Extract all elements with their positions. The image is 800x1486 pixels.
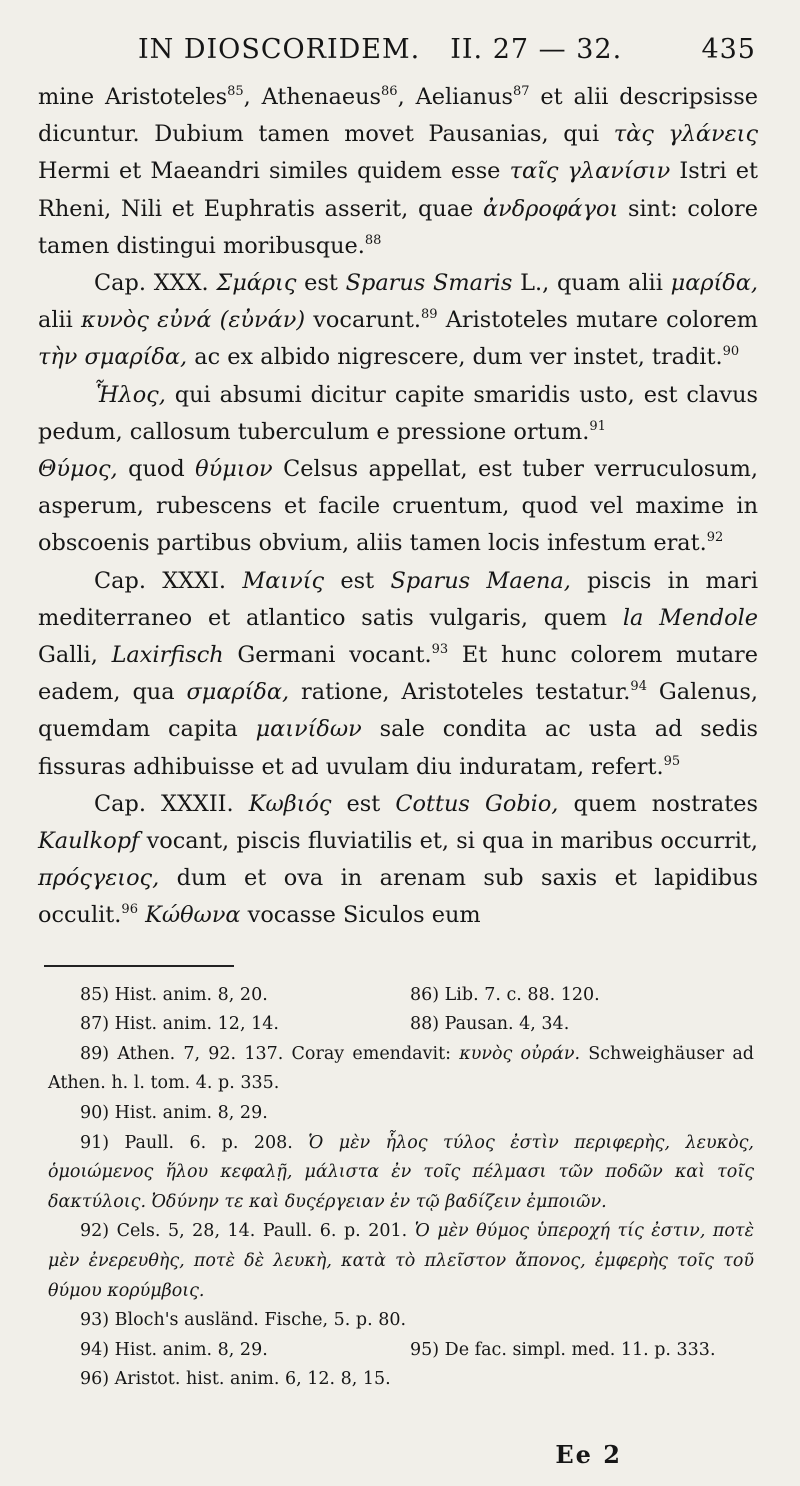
text-span: 91) Paull. 6. p. 208. (80, 1132, 309, 1153)
greek-term: Κωβιός (248, 790, 332, 817)
text-span: vocasse Siculos eum (240, 902, 481, 929)
paragraph-helos (38, 377, 758, 451)
greek-term: μαινίδων (255, 716, 362, 743)
text-span: 92) Cels. 5, 28, 14. Paull. 6. p. 201. (80, 1221, 415, 1242)
footnote-ref: 91 (589, 418, 606, 434)
vernacular-name: la Mendole (622, 604, 759, 631)
species-name: Sparus Smaris (345, 270, 513, 297)
greek-term: τὴν σμαρίδα, (38, 344, 188, 371)
paragraph-thymos (38, 451, 758, 563)
paragraph-cap-xxx (38, 265, 758, 377)
footnote-row (48, 1336, 754, 1366)
chapter-label: Cap. XXX. (94, 270, 217, 297)
text-span: Hermi et Maeandri similes quidem esse (38, 158, 510, 185)
text-span: alii (38, 307, 82, 334)
greek-quote: Ὁ μὲν ἧλος τύλος ἐστὶν περιφερὴς, λευκὸς, ὁμοιώμενος ἥλου κεφαλῇ, μάλιστα ἐν τοῖς πέλμασι τῶν ποδῶν καὶ τοῖς δακτύλοις. Ὀδύνην τε καὶ δυςέργειαν ἐν τῷ βαδίζειν ἐμποιῶν. (48, 1132, 754, 1212)
footnote-ref: 95 (663, 753, 681, 769)
running-header (138, 34, 758, 65)
text-span: 89) Athen. 7, 92. 137. Coray emendavit: (80, 1043, 460, 1064)
greek-term: τὰς γλάνεις (613, 121, 758, 148)
footnote-row (48, 1365, 754, 1395)
footnote-ref: 86 (381, 84, 398, 99)
greek-term: Σμάρις (216, 270, 297, 297)
footnote-94: 94) Hist. anim. 8, 29. (80, 1339, 268, 1360)
text-span: ratione, Aristoteles testatur. (289, 679, 631, 706)
text-span: Et hunc colorem mutare eadem, qua (38, 642, 758, 706)
footnote-row (48, 1099, 754, 1129)
species-name: Cottus Gobio, (395, 790, 559, 817)
footnote-ref: 94 (630, 679, 647, 695)
footnote-row (48, 981, 754, 1011)
text-span: quod (117, 456, 196, 483)
greek-quote: Ὁ μὲν θύμος ὑπεροχή τίς ἐστιν, ποτὲ μὲν ἐνερευθὴς, ποτὲ δὲ λευκὴ, κατὰ τὸ πλεῖστον ἄπονος, ἐμφερὴς τοῖς τοῦ θύμου κορύμβοις. (48, 1221, 754, 1301)
footnote-ref: 85 (227, 84, 244, 99)
greek-term: Κώθωνα (145, 902, 241, 929)
text-span: dum et ova in arenam sub saxis et lapidibus occulit. (38, 865, 758, 929)
text-span: Aristoteles mutare colorem (437, 307, 759, 334)
text-span: quem nostrates (558, 790, 758, 817)
paragraph-cap-xxxii (38, 786, 758, 935)
text-span: mine Aristoteles (38, 84, 228, 110)
chapter-range: II. 27 — 32. (450, 34, 623, 65)
footnote-ref: 92 (706, 530, 724, 546)
text-span: , Athenaeus (243, 84, 382, 110)
text-span: est (296, 270, 346, 297)
main-text (38, 79, 758, 935)
footnote-row (48, 1306, 754, 1336)
footnote-ref: 89 (420, 307, 438, 323)
text-span: est (331, 790, 396, 817)
text-span: est (324, 567, 391, 594)
text-span: qui absumi dicitur capite smaridis usto, est clavus pedum, callosum tuberculum e pressione ortum. (38, 381, 758, 445)
paragraph-cap-xxxi (38, 563, 758, 786)
footnotes (38, 981, 758, 1395)
text-span: sale condita ac usta ad sedis fissuras adhibuisse et ad uvulam diu induratam, refert. (38, 716, 758, 780)
footnote-ref: 96 (121, 902, 138, 918)
chapter-label: Cap. XXXI. (94, 567, 243, 594)
greek-term: Μαινίς (242, 567, 325, 594)
species-name: Sparus Maena, (390, 567, 571, 594)
greek-term: θύμιον (195, 456, 273, 483)
footnote-93: 93) Bloch's ausländ. Fische, 5. p. 80. (80, 1310, 407, 1331)
text-span: vocarunt. (305, 307, 421, 334)
text-span: L., quam alii (512, 270, 671, 297)
footnote-88: 88) Pausan. 4, 34. (410, 1014, 570, 1035)
footnote-87: 87) Hist. anim. 12, 14. (80, 1014, 279, 1035)
greek-term: Ἧλος, (94, 381, 166, 408)
text-span: ac ex albido nigrescere, dum ver instet, tradit. (187, 344, 723, 371)
text-span: Celsus appellat, est tuber verruculosum, asperum, rubescens et facile cruentum, quod vel maxime in obscoenis partibus obvium, aliis tamen locis infestum erat. (38, 456, 758, 557)
paragraph-1 (38, 79, 758, 265)
footnote-ref: 90 (722, 344, 740, 360)
footnote-row (48, 1010, 754, 1040)
vernacular-name: Laxirfisch (111, 642, 224, 669)
text-span: piscis in mari mediterraneo et atlantico satis vulgaris, quem (38, 567, 759, 631)
running-title: IN DIOSCORIDEM. (138, 34, 421, 65)
text-span: et alii descripsisse dicuntur. Dubium tamen movet Pausanias, qui (38, 84, 758, 148)
footnote-ref: 87 (513, 84, 530, 99)
footnote-95: 95) De fac. simpl. med. 11. p. 333. (410, 1339, 716, 1360)
greek-term: μαρίδα, (670, 270, 758, 297)
footnote-91 (48, 1129, 754, 1218)
greek-term: σμαρίδα, (186, 679, 290, 706)
signature-mark: Ee 2 (555, 1440, 622, 1469)
footnote-92 (48, 1217, 754, 1306)
vernacular-name: Kaulkopf (38, 828, 140, 855)
footnote-96: 96) Aristot. hist. anim. 6, 12. 8, 15. (80, 1369, 391, 1390)
greek-term: Θύμος, (38, 456, 118, 483)
text-span: sint: colore tamen distingui moribusque. (38, 195, 758, 259)
footnote-ref: 93 (431, 642, 449, 658)
footnote-86: 86) Lib. 7. c. 88. 120. (410, 984, 600, 1005)
footnote-90: 90) Hist. anim. 8, 29. (80, 1103, 268, 1124)
greek-term: κυνὸς εὐνά (εὐνάν) (81, 307, 306, 334)
text-span: vocant, piscis fluviatilis et, si qua in maribus occurrit, (139, 828, 758, 855)
greek-term: ἀνδροφάγοι (483, 195, 619, 222)
footnote-85: 85) Hist. anim. 8, 20. (80, 984, 268, 1005)
text-span: Istri et Rheni, Nili et Euphratis asserit, quae (38, 158, 758, 222)
greek-term: ταῖς γλανίσιν (509, 158, 671, 185)
footnote-ref: 88 (364, 232, 382, 248)
greek-term: πρόςγειος, (38, 865, 160, 892)
footnote-89 (48, 1040, 754, 1099)
text-span: Germani vocant. (223, 642, 432, 669)
greek-term: κυνὸς οὐράν. (459, 1043, 581, 1064)
text-span: Galenus, quemdam capita (38, 679, 758, 743)
chapter-label: Cap. XXXII. (94, 790, 249, 817)
text-span: Galli, (38, 642, 112, 669)
text-span: , Aelianus (397, 84, 513, 110)
page-number: 435 (701, 34, 756, 65)
text-span: Schweighäuser ad Athen. h. l. tom. 4. p. 335. (48, 1043, 754, 1094)
footnote-divider (44, 965, 234, 967)
